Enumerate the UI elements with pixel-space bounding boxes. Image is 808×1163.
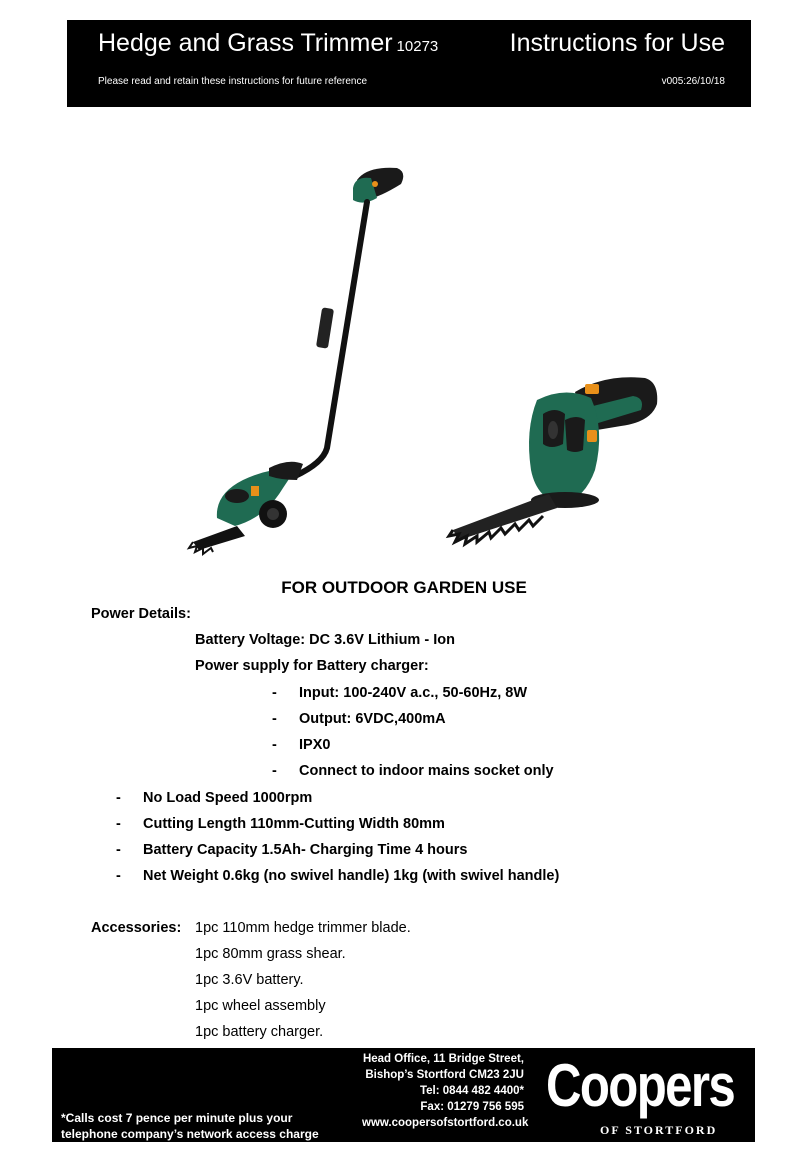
list-dash: - (116, 868, 121, 884)
logo-wordmark: Coopers (546, 1052, 735, 1119)
list-dash: - (272, 737, 277, 753)
address-line: Bishop’s Stortford CM23 2JU (365, 1069, 524, 1081)
footer-banner (52, 1048, 755, 1142)
list-dash: - (116, 842, 121, 858)
retain-note: Please read and retain these instructions for future reference (98, 76, 368, 87)
hedge-trimmer-image (445, 370, 665, 555)
supply-input: Input: 100-240V a.c., 50-60Hz, 8W (299, 685, 528, 701)
trimmer-long-handle-image (185, 158, 425, 558)
list-dash: - (272, 711, 277, 727)
spec-cutting: Cutting Length 110mm-Cutting Width 80mm (143, 816, 445, 832)
version-code: v005:26/10/18 (661, 76, 725, 87)
address-line: Head Office, 11 Bridge Street, (362, 1053, 524, 1065)
call-note-line: *Calls cost 7 pence per minute plus your (61, 1111, 293, 1125)
telephone: Tel: 0844 482 4400* (419, 1085, 524, 1097)
model-number: 10273 (396, 38, 439, 55)
supply-socket: Connect to indoor mains socket only (299, 763, 554, 779)
list-dash: - (272, 763, 277, 779)
power-supply-label: Power supply for Battery charger: (195, 658, 429, 674)
battery-voltage: Battery Voltage: DC 3.6V Lithium - Ion (195, 632, 455, 648)
spec-battery: Battery Capacity 1.5Ah- Charging Time 4 hours (143, 842, 468, 858)
spec-speed: No Load Speed 1000rpm (143, 790, 313, 806)
title-text: Hedge and Grass Trimmer (98, 29, 393, 57)
spec-weight: Net Weight 0.6kg (no swivel handle) 1kg (with swivel handle) (143, 868, 560, 884)
accessory-item: 1pc 110mm hedge trimmer blade. (195, 920, 411, 936)
accessory-item: 1pc 3.6V battery. (195, 972, 304, 988)
head-office-address (362, 1051, 529, 1131)
list-dash: - (272, 685, 277, 701)
header-banner (67, 20, 751, 107)
accessory-item: 1pc 80mm grass shear. (195, 946, 346, 962)
list-dash: - (116, 816, 121, 832)
call-note-line: telephone company’s network access charge (61, 1127, 319, 1141)
supply-output: Output: 6VDC,400mA (299, 711, 446, 727)
coopers-logo (546, 1052, 746, 1137)
document-title (98, 29, 438, 58)
accessory-item: 1pc wheel assembly (195, 998, 326, 1014)
outdoor-use-heading: FOR OUTDOOR GARDEN USE (281, 578, 527, 597)
instructions-title: Instructions for Use (509, 29, 725, 57)
call-cost-note (61, 1110, 319, 1142)
power-details-label: Power Details: (91, 606, 191, 622)
supply-ipx: IPX0 (299, 737, 331, 753)
logo-subtitle: OF STORTFORD (600, 1123, 718, 1137)
accessories-label: Accessories: (91, 920, 182, 936)
list-dash: - (116, 790, 121, 806)
fax: Fax: 01279 756 595 (420, 1101, 524, 1113)
accessory-item: 1pc battery charger. (195, 1024, 324, 1040)
website: www.coopersofstortford.co.uk (362, 1117, 529, 1129)
